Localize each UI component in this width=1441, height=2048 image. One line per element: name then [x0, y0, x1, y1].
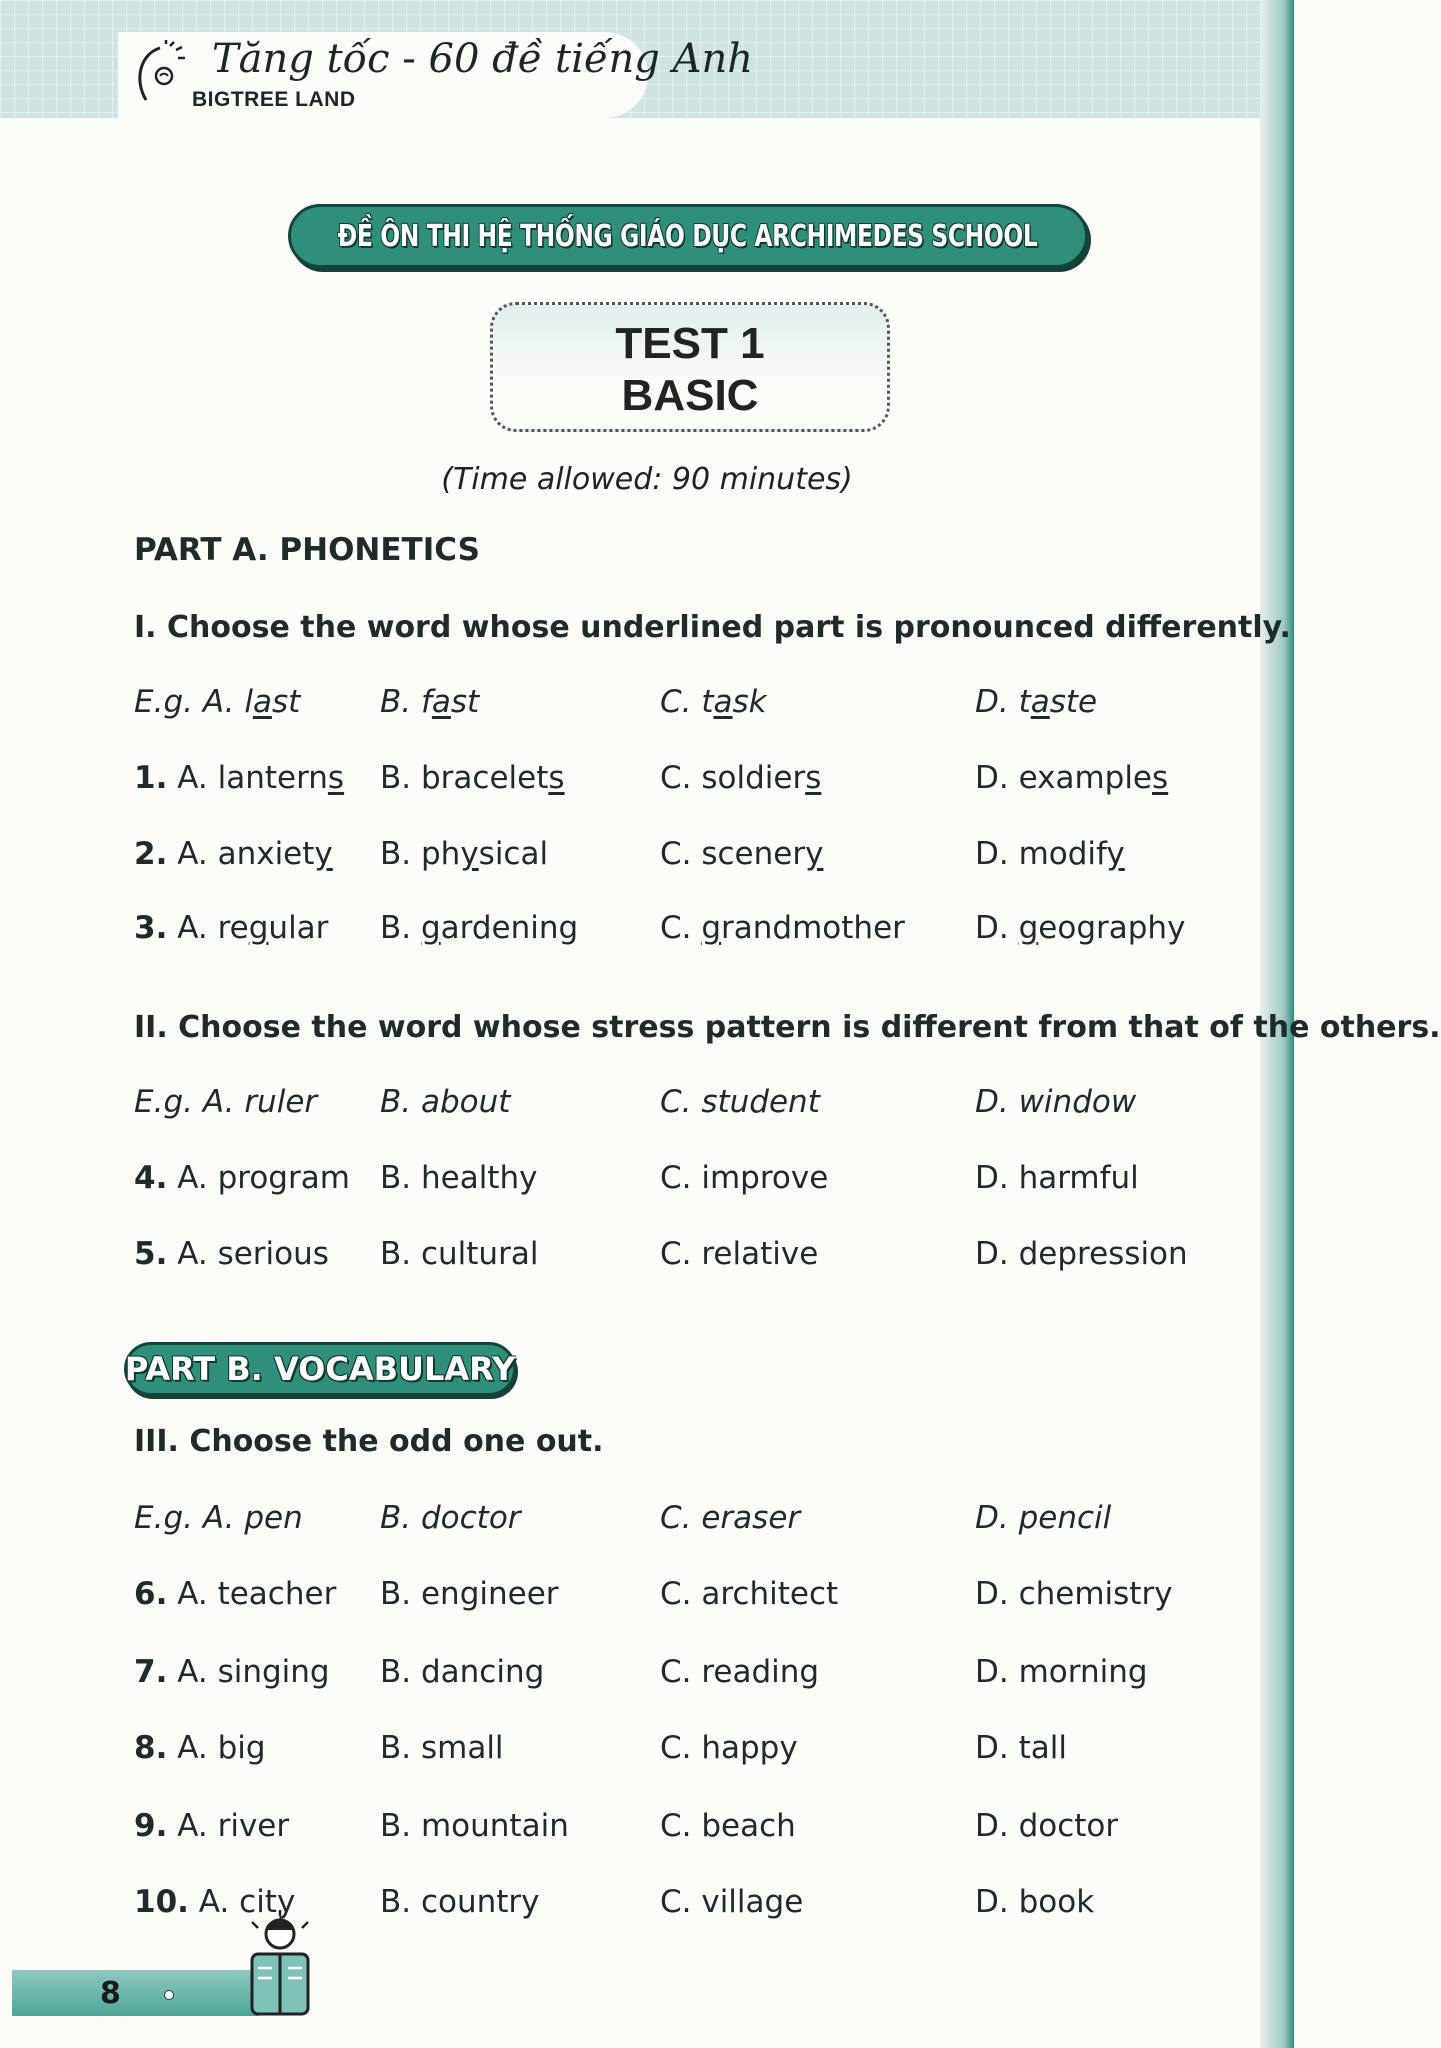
underlined-part: s [327, 760, 345, 796]
option-text: C. [660, 910, 702, 946]
part-b-heading [124, 1342, 516, 1396]
brand-name: BIGTREE LAND [192, 88, 356, 111]
option-d [975, 684, 1097, 720]
option-d [975, 1576, 1173, 1612]
example-row [0, 684, 1260, 728]
question-row [0, 910, 1260, 954]
question-number: 2. [134, 836, 168, 872]
section-1-instruction: I. Choose the word whose underlined part is pronounced differently. [134, 610, 1291, 645]
option-text-rest: st [450, 684, 480, 720]
test-number: TEST 1 [615, 319, 765, 368]
option-text: B. f [380, 684, 432, 720]
option-c [660, 1730, 798, 1766]
option-text: A. singing [167, 1654, 330, 1690]
option-text: A. serious [167, 1236, 329, 1272]
option-text-rest: eography [1038, 910, 1186, 946]
option-text: C. t [660, 684, 714, 720]
option-c [660, 1500, 800, 1536]
option-text: D. tall [975, 1730, 1067, 1766]
question-number: 4. [134, 1160, 168, 1196]
option-d [975, 1236, 1188, 1272]
option-d [975, 910, 1185, 946]
question-row [0, 1576, 1260, 1620]
option-c [660, 1884, 803, 1920]
tree-leaf-icon [130, 40, 192, 110]
option-b [380, 1808, 569, 1844]
option-b [380, 1236, 538, 1272]
option-b [380, 1576, 559, 1612]
option-text: D. morning [975, 1654, 1148, 1690]
option-text: D. modif [975, 836, 1107, 872]
option-d [975, 1808, 1118, 1844]
option-text: B. [380, 910, 421, 946]
option-a [134, 760, 344, 796]
option-c [660, 1576, 838, 1612]
option-text: D. window [975, 1084, 1137, 1120]
option-text: B. country [380, 1884, 540, 1920]
option-text: E.g. A. ruler [134, 1084, 318, 1120]
option-text: A. teacher [167, 1576, 337, 1612]
option-c [660, 1084, 820, 1120]
option-text: A. re [167, 910, 249, 946]
option-text: C. improve [660, 1160, 829, 1196]
option-text-rest: sical [478, 836, 549, 872]
question-number: 3. [134, 910, 168, 946]
underlined-part: a [713, 684, 733, 720]
option-text: D. depression [975, 1236, 1188, 1272]
option-text: D. chemistry [975, 1576, 1173, 1612]
option-b [380, 760, 565, 796]
option-text-rest: ular [268, 910, 329, 946]
option-c [660, 910, 905, 946]
option-text: C. happy [660, 1730, 798, 1766]
option-text-rest: st [271, 684, 301, 720]
question-row [0, 1730, 1260, 1774]
underlined-part: g [248, 910, 269, 946]
section-3-instruction: III. Choose the odd one out. [134, 1424, 604, 1459]
option-text: B. ph [380, 836, 461, 872]
option-d [975, 1730, 1067, 1766]
option-text: B. mountain [380, 1808, 569, 1844]
option-text: A. anxiet [167, 836, 315, 872]
option-b [380, 684, 479, 720]
option-text: B. cultural [380, 1236, 539, 1272]
option-text: E.g. A. l [134, 684, 253, 720]
option-d [975, 836, 1125, 872]
question-row [0, 1160, 1260, 1204]
option-text: D. harmful [975, 1160, 1139, 1196]
option-a [134, 1808, 289, 1844]
option-d [975, 1884, 1094, 1920]
option-d [975, 1160, 1139, 1196]
option-text: B. healthy [380, 1160, 538, 1196]
option-a [134, 836, 333, 872]
option-text: A. city [188, 1884, 296, 1920]
option-a [134, 1236, 329, 1272]
underlined-part: a [252, 684, 272, 720]
test-level: BASIC [621, 371, 759, 420]
underlined-part: s [548, 760, 565, 796]
option-c [660, 1808, 796, 1844]
part-b-heading-text: PART B. VOCABULARY [124, 1350, 516, 1388]
exam-banner [288, 204, 1088, 268]
question-row [0, 760, 1260, 804]
page-number: 8 [100, 1976, 121, 2011]
option-text: A. program [167, 1160, 350, 1196]
footer-dot [164, 1990, 174, 2000]
option-text: D. pencil [975, 1500, 1112, 1536]
question-number: 9. [134, 1808, 168, 1844]
option-text: D. doctor [975, 1808, 1119, 1844]
test-title-box [490, 302, 890, 432]
underlined-part: g [420, 910, 441, 946]
option-a [134, 684, 300, 720]
option-text: B. doctor [380, 1500, 521, 1536]
option-b [380, 910, 578, 946]
option-text-rest: ste [1049, 684, 1098, 720]
section-2-instruction: II. Choose the word whose stress pattern is different from that of the others. [134, 1010, 1441, 1045]
underlined-part: y [460, 836, 479, 872]
option-a [134, 1654, 330, 1690]
question-row [0, 1654, 1260, 1698]
option-text: B. small [380, 1730, 504, 1766]
option-text: B. engineer [380, 1576, 559, 1612]
option-text: E.g. A. pen [134, 1500, 303, 1536]
option-b [380, 836, 548, 872]
option-text: D. book [975, 1884, 1095, 1920]
underlined-part: y [314, 836, 333, 872]
option-text: C. scener [660, 836, 806, 872]
option-text: C. village [660, 1884, 804, 1920]
question-number: 5. [134, 1236, 168, 1272]
option-text: C. eraser [660, 1500, 801, 1536]
option-text: A. lantern [167, 760, 328, 796]
option-text: B. about [380, 1084, 511, 1120]
question-row [0, 1884, 1260, 1928]
option-text: B. dancing [380, 1654, 545, 1690]
option-c [660, 1236, 818, 1272]
option-text: C. reading [660, 1654, 820, 1690]
option-text: C. architect [660, 1576, 839, 1612]
option-text: C. relative [660, 1236, 819, 1272]
child-reading-book-icon [244, 1908, 316, 2020]
underlined-part: y [805, 836, 824, 872]
option-c [660, 684, 767, 720]
option-c [660, 760, 821, 796]
option-b [380, 1884, 540, 1920]
question-number: 7. [134, 1654, 168, 1690]
option-text: D. [975, 910, 1019, 946]
part-a-heading: PART A. PHONETICS [134, 532, 480, 568]
option-text: B. bracelet [380, 760, 549, 796]
underlined-part: y [1106, 836, 1125, 872]
option-b [380, 1654, 544, 1690]
option-d [975, 760, 1168, 796]
footer-bar [12, 1970, 262, 2016]
question-number: 6. [134, 1576, 168, 1612]
option-b [380, 1084, 510, 1120]
option-c [660, 836, 823, 872]
option-a [134, 1730, 266, 1766]
example-row [0, 1500, 1260, 1544]
option-text: C. student [660, 1084, 820, 1120]
option-b [380, 1160, 537, 1196]
exam-banner-text: ĐỀ ÔN THI HỆ THỐNG GIÁO DỤC ARCHIMEDES SCHOOL [338, 218, 1038, 254]
option-d [975, 1084, 1136, 1120]
option-text: D. t [975, 684, 1031, 720]
option-d [975, 1500, 1111, 1536]
example-row [0, 1084, 1260, 1128]
option-text: C. beach [660, 1808, 796, 1844]
option-a [134, 1084, 317, 1120]
underlined-part: g [701, 910, 722, 946]
option-text-rest: ardening [440, 910, 579, 946]
option-c [660, 1160, 828, 1196]
option-c [660, 1654, 819, 1690]
question-number: 1. [134, 760, 168, 796]
question-row [0, 836, 1260, 880]
underlined-part: s [805, 760, 822, 796]
option-text-rest: randmother [721, 910, 905, 946]
question-row [0, 1808, 1260, 1852]
option-a [134, 1160, 350, 1196]
question-number: 8. [134, 1730, 168, 1766]
underlined-part: s [1152, 760, 1169, 796]
underlined-part: a [431, 684, 451, 720]
question-number: 10. [134, 1884, 189, 1920]
option-text: C. soldier [660, 760, 806, 796]
option-a [134, 1500, 303, 1536]
time-allowed: (Time allowed: 90 minutes) [441, 462, 853, 497]
option-b [380, 1500, 521, 1536]
underlined-part: a [1030, 684, 1050, 720]
option-d [975, 1654, 1148, 1690]
question-row [0, 1236, 1260, 1280]
book-title: Tăng tốc - 60 đề tiếng Anh [212, 36, 754, 82]
option-b [380, 1730, 504, 1766]
option-a [134, 1576, 336, 1612]
underlined-part: g [1018, 910, 1039, 946]
option-text-rest: sk [732, 684, 767, 720]
option-text: D. example [975, 760, 1153, 796]
option-text: A. river [167, 1808, 290, 1844]
option-text: A. big [167, 1730, 266, 1766]
option-a [134, 910, 328, 946]
